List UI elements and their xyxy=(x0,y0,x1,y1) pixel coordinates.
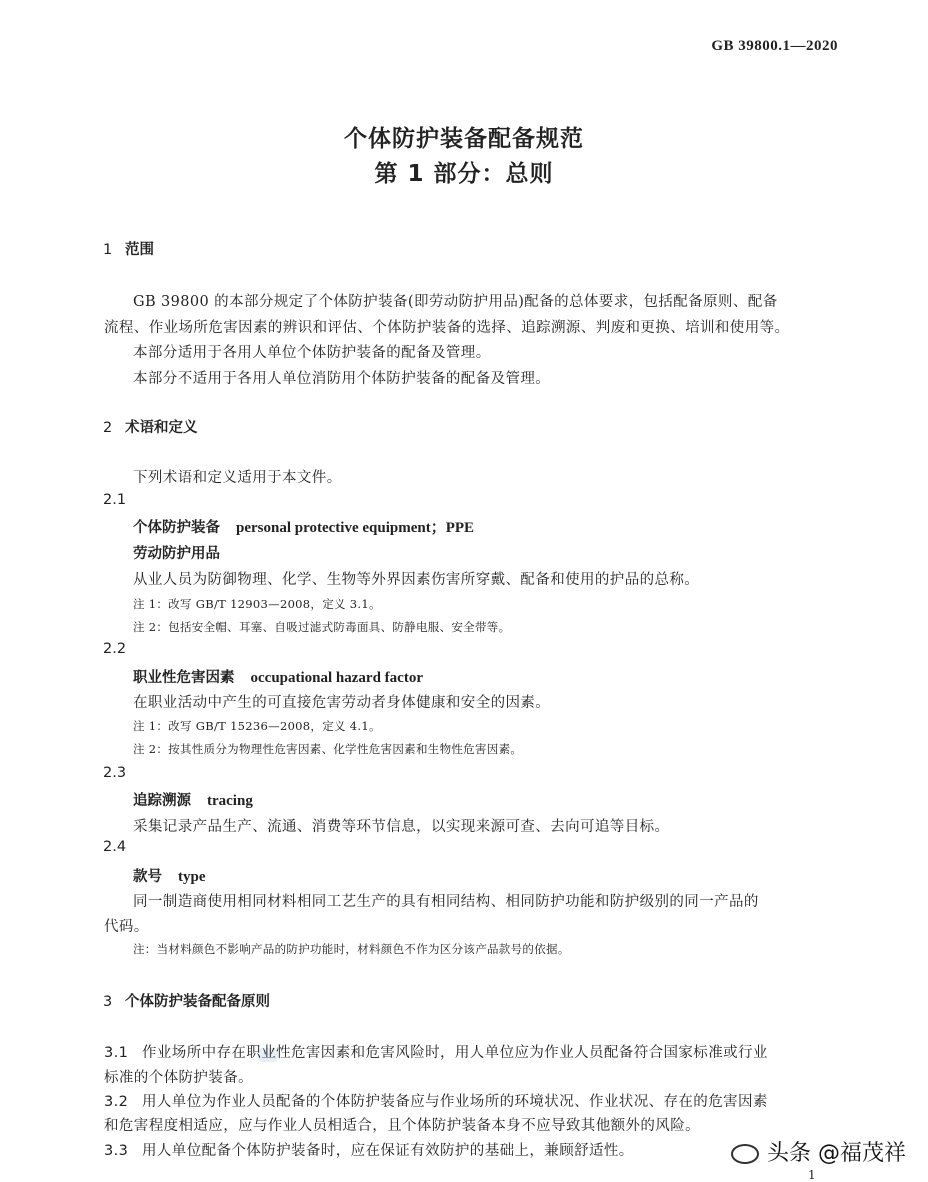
section-title: 术语和定义 xyxy=(125,420,198,436)
term-en: tracing xyxy=(207,793,253,809)
term-2-3-definition: 采集记录产品生产、流通、消费等环节信息，以实现来源可查、去向可追等目标。 xyxy=(133,819,670,835)
term-2-2-name xyxy=(133,666,423,687)
document-title: 个体防护装备配备规范 xyxy=(344,126,584,152)
term-en: occupational hazard factor xyxy=(250,670,423,686)
page-number: 1 xyxy=(808,1168,816,1182)
term-2-2-note-2: 注 2：按其性质分为物理性危害因素、化学性危害因素和生物性危害因素。 xyxy=(133,742,523,756)
term-2-4-number: 2.4 xyxy=(103,839,127,855)
section-title: 范围 xyxy=(125,242,154,258)
term-2-2-note-1: 注 1：改写 GB/T 15236—2008，定义 4.1。 xyxy=(133,719,381,733)
term-2-1-number: 2.1 xyxy=(103,492,127,508)
clause-number: 3.2 xyxy=(104,1094,129,1110)
section-number: 2 xyxy=(103,420,113,436)
term-en: personal protective equipment；PPE xyxy=(236,520,475,536)
term-2-1-alt-name: 劳动防护用品 xyxy=(133,546,220,562)
scope-paragraph-1-line-2: 流程、作业场所危害因素的辨识和评估、个体防护装备的选择、追踪溯源、判废和更换、培训和使用等。 xyxy=(104,320,790,336)
term-2-4-name xyxy=(133,865,206,886)
clause-number: 3.3 xyxy=(104,1143,129,1159)
chat-bubble-icon xyxy=(731,1144,759,1164)
watermark-text: 头条 @福茂祥 xyxy=(767,1141,906,1166)
section-number: 1 xyxy=(103,242,113,258)
clause-3-1-line-1 xyxy=(104,1041,768,1062)
scope-paragraph-1-line-1: GB 39800 的本部分规定了个体防护装备(即劳动防护用品)配备的总体要求，包括配备原则、配备 xyxy=(133,294,778,310)
term-2-2-definition: 在职业活动中产生的可直接危害劳动者身体健康和安全的因素。 xyxy=(133,695,551,711)
clause-number: 3.1 xyxy=(104,1045,129,1061)
term-2-3-name xyxy=(133,789,253,810)
section-2-heading xyxy=(103,416,198,437)
term-2-1-definition: 从业人员为防御物理、化学、生物等外界因素伤害所穿戴、配备和使用的护品的总称。 xyxy=(133,572,700,588)
clause-text: 用人单位配备个体防护装备时，应在保证有效防护的基础上，兼顾舒适性。 xyxy=(142,1143,634,1159)
clause-3-1-line-2: 标准的个体防护装备。 xyxy=(104,1070,253,1086)
clause-3-2-line-1 xyxy=(104,1090,768,1111)
standard-number: GB 39800.1—2020 xyxy=(711,38,838,54)
section-3-heading xyxy=(103,990,270,1011)
clause-3-3-line-1 xyxy=(104,1139,634,1160)
term-zh: 追踪溯源 xyxy=(133,793,191,809)
term-en: type xyxy=(178,869,206,885)
term-2-4-definition-line-2: 代码。 xyxy=(104,919,149,935)
document-subtitle: 第 1 部分：总则 xyxy=(374,161,554,187)
term-2-4-note: 注：当材料颜色不影响产品的防护功能时，材料颜色不作为区分该产品款号的依据。 xyxy=(133,942,570,956)
term-2-1-note-2: 注 2：包括安全帽、耳塞、自吸过滤式防毒面具、防静电服、安全带等。 xyxy=(133,620,511,634)
clause-3-2-line-2: 和危害程度相适应，应与作业人员相适合，且个体防护装备本身不应导致其他额外的风险。 xyxy=(104,1118,700,1134)
clause-text: 用人单位为作业人员配备的个体防护装备应与作业场所的环境状况、作业状况、存在的危害因素 xyxy=(142,1094,768,1110)
term-zh: 个体防护装备 xyxy=(133,520,220,536)
watermark xyxy=(731,1136,906,1167)
scope-paragraph-3: 本部分不适用于各用人单位消防用个体防护装备的配备及管理。 xyxy=(133,371,551,387)
term-2-4-definition-line-1: 同一制造商使用相同材料相同工艺生产的具有相同结构、相同防护功能和防护级别的同一产品的 xyxy=(133,894,759,910)
term-zh: 款号 xyxy=(133,869,162,885)
section-title: 个体防护装备配备原则 xyxy=(125,994,270,1010)
term-2-3-number: 2.3 xyxy=(103,765,127,781)
terms-intro: 下列术语和定义适用于本文件。 xyxy=(133,470,342,486)
section-number: 3 xyxy=(103,994,113,1010)
term-2-2-number: 2.2 xyxy=(103,641,127,657)
term-2-1-note-1: 注 1：改写 GB/T 12903—2008，定义 3.1。 xyxy=(133,597,381,611)
term-2-1-name xyxy=(133,516,474,537)
term-zh: 职业性危害因素 xyxy=(133,670,235,686)
scope-paragraph-2: 本部分适用于各用人单位个体防护装备的配备及管理。 xyxy=(133,345,491,361)
section-1-heading xyxy=(103,238,154,259)
clause-text: 作业场所中存在职业性危害因素和危害风险时，用人单位应为作业人员配备符合国家标准或行业 xyxy=(142,1045,768,1061)
